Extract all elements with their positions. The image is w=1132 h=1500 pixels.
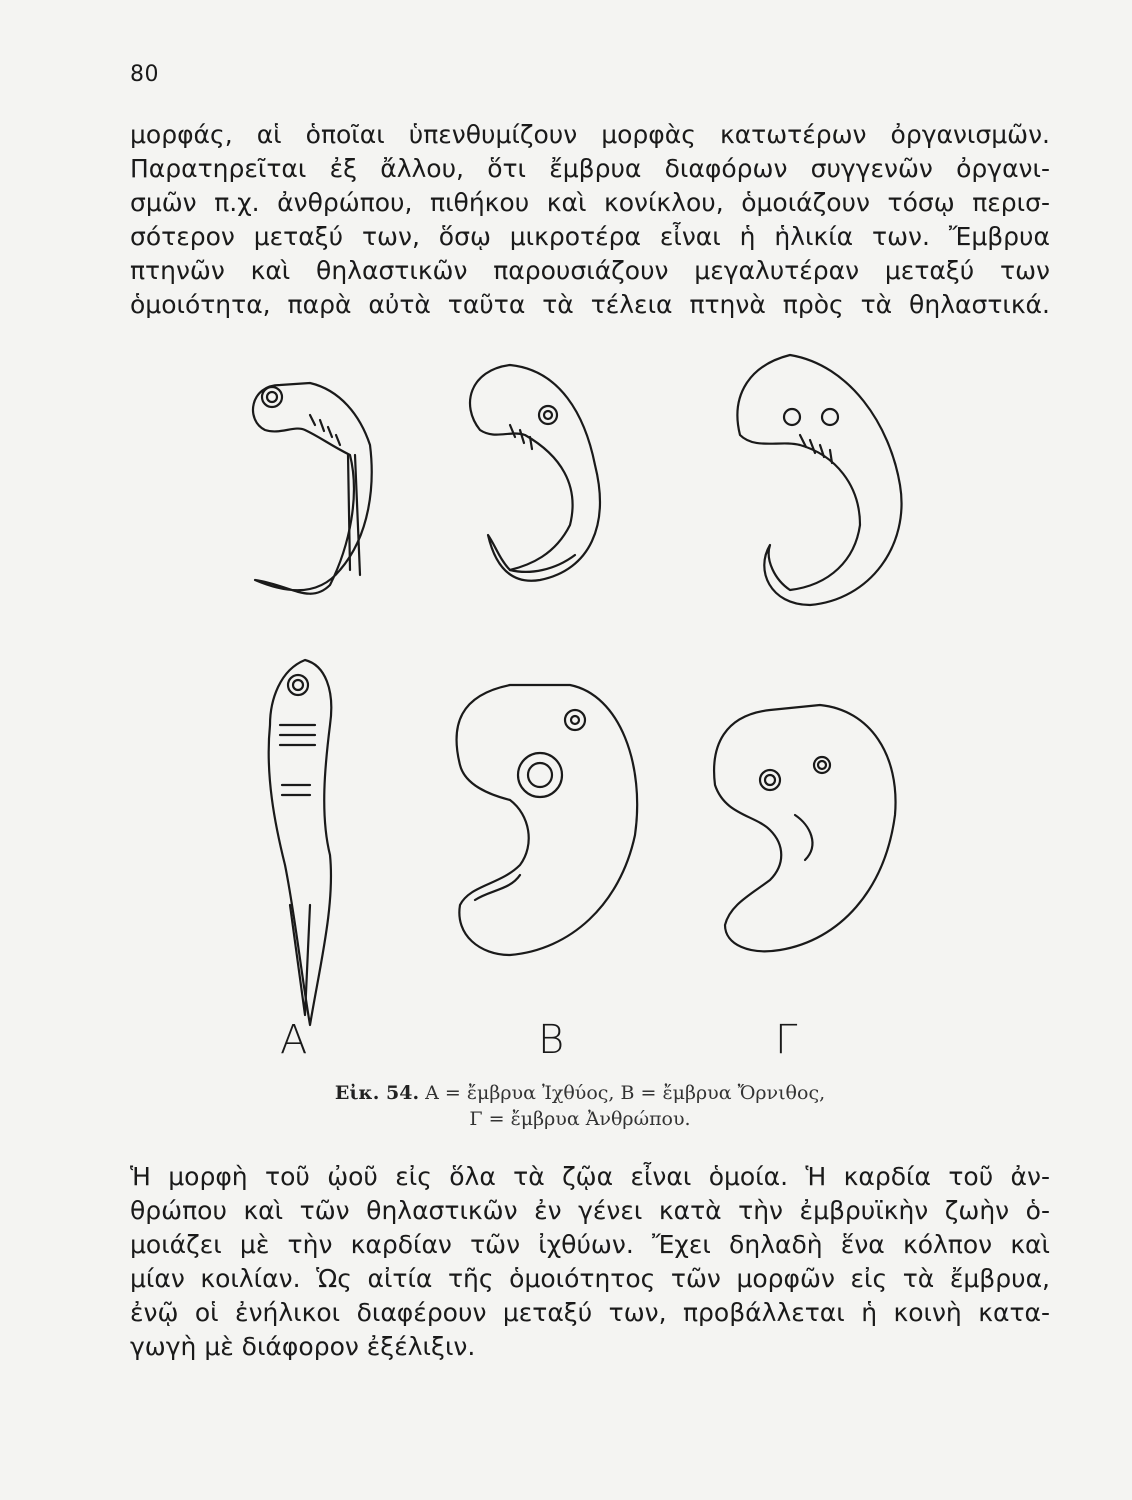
text-line: πτηνῶν καὶ θηλαστικῶν παρουσιάζουν μεγαλυτέραν μεταξύ των <box>130 256 1050 285</box>
caption-line-1 <box>250 1080 910 1106</box>
embryo-figure <box>210 345 930 1065</box>
top-paragraph <box>130 118 1050 322</box>
text-line: ὁμοιότητα, παρὰ αὐτὰ ταῦτα τὰ τέλεια πτηνὰ πρὸς τὰ θηλαστικά. <box>130 290 1050 319</box>
text-line: Παρατηρεῖται ἐξ ἄλλου, ὅτι ἔμβρυα διαφόρων συγγενῶν ὀργανι- <box>130 154 1050 183</box>
caption-label: Εἰκ. 54. <box>334 1082 420 1104</box>
text-line: θρώπου καὶ τῶν θηλαστικῶν ἐν γένει κατὰ τὴν ἐμβρυϊκὴν ζωὴν ὁ- <box>130 1196 1050 1225</box>
label-a: Α <box>280 1017 308 1063</box>
page-number: 80 <box>130 62 159 87</box>
label-b: Β <box>538 1017 565 1063</box>
bird-embryo-early <box>470 365 600 581</box>
text-line: ἐνῷ οἱ ἐνήλικοι διαφέρουν μεταξύ των, προβάλλεται ἡ κοινὴ κατα- <box>130 1298 1050 1327</box>
text-line: σότερον μεταξύ των, ὅσῳ μικροτέρα εἶναι ἡ ἡλικία των. Ἔμβρυα <box>130 222 1050 251</box>
figure-caption <box>250 1080 910 1132</box>
text-line: μίαν κοιλίαν. Ὡς αἰτία τῆς ὁμοιότητος τῶν μορφῶν εἰς τὰ ἔμβρυα, <box>130 1264 1050 1293</box>
caption-text-1: Α = ἔμβρυα Ἰχθύος, Β = ἔμβρυα Ὄρνιθος, <box>425 1082 826 1104</box>
fish-embryo-early <box>253 383 372 594</box>
human-embryo-late <box>714 705 895 951</box>
bottom-paragraph <box>130 1160 1050 1364</box>
label-g: Γ <box>775 1017 798 1063</box>
embryo-drawings <box>210 345 930 1065</box>
text-line: Ἡ μορφὴ τοῦ ᾠοῦ εἰς ὅλα τὰ ζῷα εἶναι ὁμοία. Ἡ καρδία τοῦ ἀν- <box>130 1162 1050 1191</box>
text-line: σμῶν π.χ. ἀνθρώπου, πιθήκου καὶ κονίκλου, ὁμοιάζουν τόσῳ περισ- <box>130 188 1050 217</box>
human-embryo-early <box>737 355 901 605</box>
caption-line-2: Γ = ἔμβρυα Ἀνθρώπου. <box>469 1108 691 1130</box>
fish-embryo-late <box>269 660 332 1025</box>
text-line: μοιάζει μὲ τὴν καρδίαν τῶν ἰχθύων. Ἔχει δηλαδὴ ἕνα κόλπον καὶ <box>130 1230 1050 1259</box>
text-line: γωγὴ μὲ διάφορον ἐξέλιξιν. <box>130 1332 476 1361</box>
bird-embryo-late <box>457 685 638 955</box>
text-line: μορφάς, αἱ ὁποῖαι ὑπενθυμίζουν μορφὰς κατωτέρων ὀργανισμῶν. <box>130 120 1050 149</box>
